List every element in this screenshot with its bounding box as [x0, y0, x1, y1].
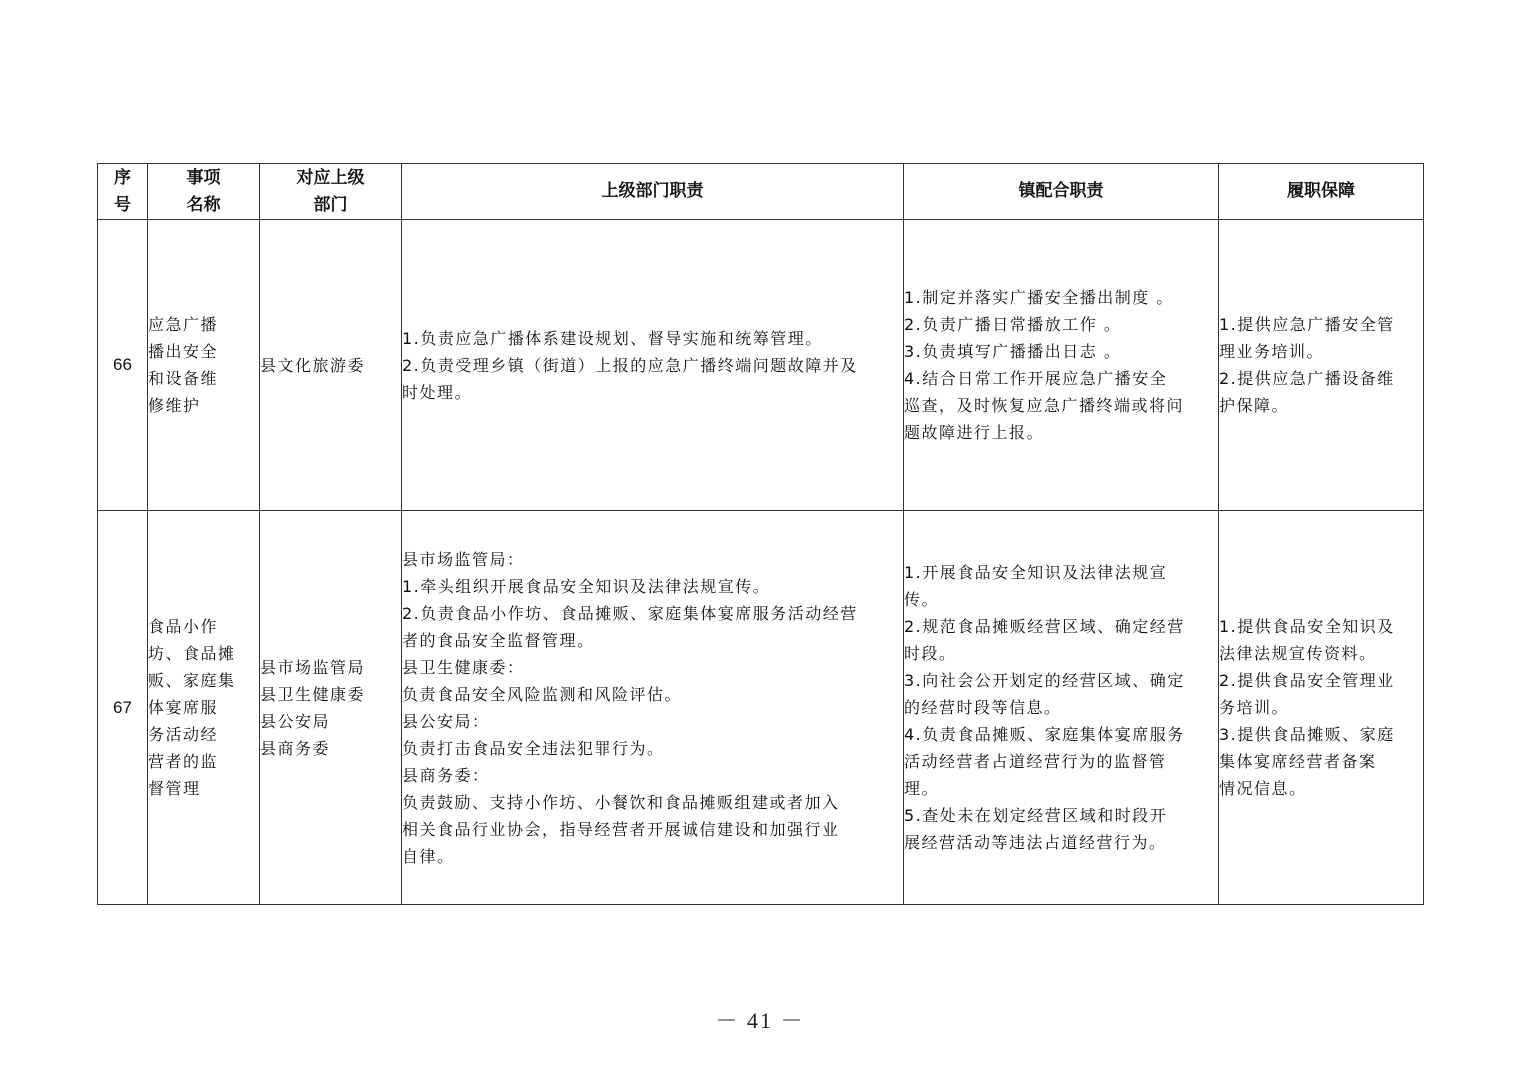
header-row: [98, 164, 1424, 220]
text-line: 法律法规宣传资料。: [1219, 644, 1377, 663]
header-seq-line-1: 序: [114, 167, 131, 188]
text-line: 县商务委：: [402, 765, 490, 785]
upper-dept-cell: [260, 220, 402, 511]
text-line: 1.提供食品安全知识及: [1219, 617, 1395, 636]
guarantee-cell: [1219, 511, 1424, 905]
text-line: 传。: [904, 590, 940, 609]
upper-dept-cell: [260, 511, 402, 905]
header-dept: [260, 164, 402, 220]
guarantee-cell: [1219, 220, 1424, 511]
text-line: 和设备维: [148, 369, 219, 388]
upper-duties-cell: [402, 511, 904, 905]
town-duties-cell: [904, 220, 1219, 511]
text-line: 营者的监: [148, 752, 219, 771]
item-name-cell: [148, 220, 260, 511]
duty-table: [97, 163, 1424, 905]
text-line: 护保障。: [1219, 396, 1290, 415]
text-line: 2.提供食品安全管理业: [1219, 671, 1395, 690]
text-line: 1.开展食品安全知识及法律法规宣: [904, 563, 1168, 582]
text-line: 2.提供应急广播设备维: [1219, 369, 1395, 388]
text-line: 1.牵头组织开展食品安全知识及法律法规宣传。: [402, 576, 771, 596]
text-line: 1.负责应急广播体系建设规划、督导实施和统筹管理。: [402, 328, 823, 348]
header-dept-line-1: 对应上级: [296, 167, 365, 188]
header-town-duties: 镇配合职责: [904, 164, 1219, 220]
header-upper-duties: 上级部门职责: [402, 164, 904, 220]
table-row: [98, 511, 1424, 905]
table-row: [98, 220, 1424, 511]
text-line: 体宴席服: [148, 698, 219, 717]
text-line: 情况信息。: [1219, 779, 1307, 798]
row-number: 67: [98, 511, 148, 905]
text-line: 负责食品安全风险监测和风险评估。: [402, 684, 683, 704]
text-line: 集体宴席经营者备案: [1219, 752, 1377, 771]
text-line: 4.负责食品摊贩、家庭集体宴席服务: [904, 725, 1185, 744]
row-number: 66: [98, 220, 148, 511]
header-seq-line-2: 号: [114, 194, 131, 215]
town-duties-cell: [904, 511, 1219, 905]
text-line: 3.向社会公开划定的经营区域、确定: [904, 671, 1185, 690]
text-line: 展经营活动等违法占道经营行为。: [904, 833, 1167, 852]
text-line: 题故障进行上报。: [904, 423, 1045, 442]
text-line: 相关食品行业协会，指导经营者开展诚信建设和加强行业: [402, 819, 840, 839]
text-line: 1.制定并落实广播安全播出制度 。: [904, 288, 1174, 307]
header-item: [148, 164, 260, 220]
text-line: 巡查，及时恢复应急广播终端或将问: [904, 396, 1185, 415]
text-line: 播出安全: [148, 342, 219, 361]
text-line: 县文化旅游委: [260, 355, 366, 375]
text-line: 者的食品安全监督管理。: [402, 630, 595, 650]
header-seq: [98, 164, 148, 220]
page-number: － 41 －: [715, 1008, 805, 1033]
text-line: 督管理: [148, 779, 201, 798]
text-line: 理业务培训。: [1219, 342, 1325, 361]
upper-duties-cell: [402, 220, 904, 511]
text-line: 自律。: [402, 846, 455, 866]
text-line: 县卫生健康委: [260, 684, 366, 704]
text-line: 2.负责食品小作坊、食品摊贩、家庭集体宴席服务活动经营: [402, 603, 858, 623]
text-line: 修维护: [148, 396, 201, 415]
header-dept-line-2: 部门: [313, 194, 348, 215]
text-line: 5.查处未在划定经营区域和时段开: [904, 806, 1168, 825]
text-line: 县市场监管局: [260, 657, 366, 677]
text-line: 时段。: [904, 644, 957, 663]
text-line: 2.负责广播日常播放工作 。: [904, 315, 1122, 334]
text-line: 务活动经: [148, 725, 219, 744]
text-line: 县市场监管局：: [402, 549, 525, 569]
text-line: 负责打击食品安全违法犯罪行为。: [402, 738, 665, 758]
text-line: 2.规范食品摊贩经营区域、确定经营: [904, 617, 1185, 636]
text-line: 1.提供应急广播安全管: [1219, 315, 1395, 334]
text-line: 食品小作: [148, 617, 219, 636]
text-line: 务培训。: [1219, 698, 1290, 717]
text-line: 3.负责填写广播播出日志 。: [904, 342, 1122, 361]
text-line: 活动经营者占道经营行为的监督管: [904, 752, 1167, 771]
header-guarantee: 履职保障: [1219, 164, 1424, 220]
text-line: 应急广播: [148, 315, 219, 334]
text-line: 县公安局：: [402, 711, 490, 731]
text-line: 的经营时段等信息。: [904, 698, 1062, 717]
text-line: 负责鼓励、支持小作坊、小餐饮和食品摊贩组建或者加入: [402, 792, 840, 812]
text-line: 3.提供食品摊贩、家庭: [1219, 725, 1395, 744]
text-line: 4.结合日常工作开展应急广播安全: [904, 369, 1168, 388]
header-item-line-2: 名称: [186, 194, 221, 215]
item-name-cell: [148, 511, 260, 905]
text-line: 时处理。: [402, 382, 473, 402]
header-item-line-1: 事项: [186, 167, 221, 188]
text-line: 县商务委: [260, 738, 331, 758]
text-line: 理。: [904, 779, 940, 798]
text-line: 贩、家庭集: [148, 671, 236, 690]
text-line: 县卫生健康委：: [402, 657, 525, 677]
text-line: 坊、食品摊: [148, 644, 236, 663]
text-line: 2.负责受理乡镇（街道）上报的应急广播终端问题故障并及: [402, 355, 858, 375]
text-line: 县公安局: [260, 711, 331, 731]
